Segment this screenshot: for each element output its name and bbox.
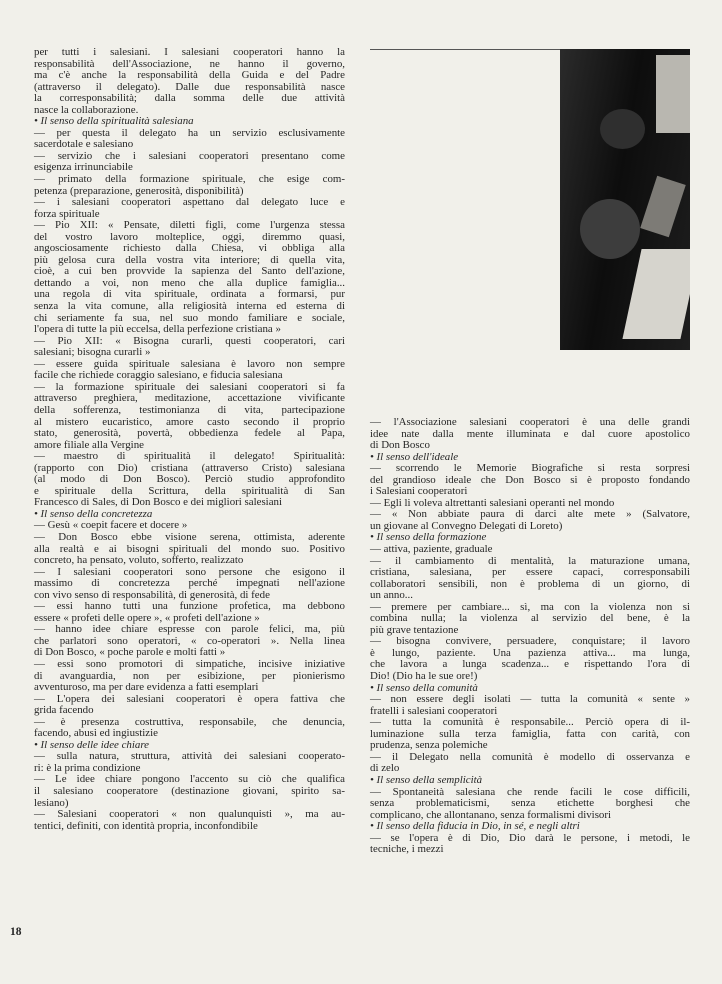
text-line: — Egli li voleva altrettanti salesiani operanti nel mondo bbox=[370, 496, 615, 509]
text-line: responsabilità dell'Associazione, ne hanno il governo, bbox=[34, 57, 345, 70]
text-line: — il Delegato nella comunità è modello di osservanza e bbox=[370, 750, 690, 763]
text-line: è lungo, paziente. Una pazienza attiva... ma lunga, bbox=[370, 646, 690, 659]
text-line: grida facendo bbox=[34, 704, 94, 717]
text-line: — servizio che i salesiani cooperatori presentano come bbox=[34, 149, 345, 162]
text-line: complicano, che allontanano, senza formalismi divisori bbox=[370, 808, 612, 821]
text-line: senza la vita comune, alla religiosità interna ed esterna di bbox=[34, 300, 345, 313]
text-line: — Le idee chiare pongono l'accento su ciò che qualifica bbox=[34, 773, 345, 786]
left-text-column bbox=[34, 47, 345, 832]
text-line: facendo, abusi ed ingiustizie bbox=[34, 727, 158, 740]
text-line: — attiva, paziente, graduale bbox=[370, 543, 493, 556]
text-line: per tutti i salesiani. I salesiani cooperatori hanno la bbox=[34, 46, 345, 58]
text-line: — scorrendo le Memorie Biografiche si resta sorpresi bbox=[370, 462, 690, 475]
text-line: un giovane al Convegno Delegati di Loreto) bbox=[370, 519, 563, 532]
text-line: — tutta la comunità è responsabile... Perciò opera di il- bbox=[370, 716, 690, 729]
text-line: alla realtà e ai bisogni spirituali del mondo suo. Positivo bbox=[34, 542, 345, 555]
text-line: lesiano) bbox=[34, 796, 69, 809]
text-line: — il cambiamento di mentalità, la maturazione umana, bbox=[370, 554, 690, 567]
text-line: idee nate dalla mente illuminata e dal cuore apostolico bbox=[370, 427, 690, 440]
text-line: della sofferenza, testimonianza di vita, partecipazione bbox=[34, 403, 345, 416]
text-line: (rapporto con Dio) cristiana (attraverso Cristo) salesiana bbox=[34, 461, 345, 474]
text-line: — I salesiani cooperatori sono persone che esigono il bbox=[34, 565, 345, 578]
text-line: e spirituale della Scrittura, della spiritualità di San bbox=[34, 484, 345, 497]
text-line: stato, generosità, povertà, obbedienza fedele al Papa, bbox=[34, 427, 345, 440]
text-line: senza problematicismi, senza etichette borghesi che bbox=[370, 797, 690, 810]
text-line: più gelosa cura della vostra vita interiore; di quella vita, bbox=[34, 253, 345, 266]
text-line: — non essere degli isolati — tutta la comunità « sente » bbox=[370, 693, 690, 706]
text-line: (al modo di Don Bosco). Perciò studio approfondito bbox=[34, 473, 345, 486]
right-text-column bbox=[370, 417, 690, 856]
text-line: — i salesiani cooperatori aspettano dal delegato luce e bbox=[34, 196, 345, 209]
text-line: un anno... bbox=[370, 589, 413, 602]
section-heading: • Il senso della comunità bbox=[370, 681, 478, 694]
text-line: — essi sono promotori di simpatiche, incisive iniziative bbox=[34, 657, 345, 670]
text-line: ma c'è anche la responsabilità della Guida e del Padre bbox=[34, 69, 345, 82]
text-line: tecniche, i mezzi bbox=[370, 843, 444, 856]
text-line: salesiani; bisogna curarli » bbox=[34, 346, 151, 359]
photograph bbox=[560, 49, 690, 350]
text-line: dettando a voi, non meno che alla duplice famiglia... bbox=[34, 276, 345, 289]
text-line: — sulla natura, struttura, attività dei salesiani cooperato- bbox=[34, 750, 345, 763]
text-line: la corresponsabilità; dalla somma delle due attività bbox=[34, 92, 345, 105]
text-line: avventuroso, ma per dare evidenza a fatti esemplari bbox=[34, 681, 259, 694]
text-line: angosciosamente richiesto dalla Chiesa, vi obbliga alla bbox=[34, 242, 345, 255]
section-heading: • Il senso dell'ideale bbox=[370, 450, 459, 463]
text-line: — L'opera dei salesiani cooperatori è opera fattiva che bbox=[34, 692, 345, 705]
text-line: ri: è la prima condizione bbox=[34, 761, 141, 774]
text-line: — la formazione spirituale dei salesiani cooperatori si fa bbox=[34, 380, 345, 393]
section-heading: • Il senso della spiritualità salesiana bbox=[34, 115, 194, 128]
text-line: una regola di vita spirituale, ordinata a formarsi, pur bbox=[34, 288, 345, 301]
text-line: prudenza, senza polemiche bbox=[370, 739, 488, 752]
section-heading: • Il senso delle idee chiare bbox=[34, 738, 150, 751]
text-line: — per questa il delegato ha un servizio esclusivamente bbox=[34, 126, 345, 139]
text-line: Dio! (Dio ha le sue ore!) bbox=[370, 670, 478, 683]
text-line: esigenza irrinunciabile bbox=[34, 161, 133, 174]
text-line: di avanguardia, non per esibizione, per pionierismo bbox=[34, 669, 345, 682]
text-line: combina nulla; la violenza al servizio del bene, è la bbox=[370, 612, 690, 625]
text-line: che parlatori sono operatori, « co-operatori ». Nella linea bbox=[34, 634, 345, 647]
text-line: il salesiano cooperatore (destinazione giovani, spirito sa- bbox=[34, 785, 345, 797]
text-line: — Gesù « coepit facere et docere » bbox=[34, 519, 188, 532]
page-number: 18 bbox=[10, 926, 22, 938]
text-line: — Pio XII: « Pensate, diletti figli, come l'urgenza stessa bbox=[34, 219, 345, 232]
text-line: — Pio XII: « Bisogna curarli, questi cooperatori, cari bbox=[34, 334, 345, 347]
text-line: — Salesiani cooperatori « non qualunquisti », ma au- bbox=[34, 808, 345, 821]
text-line: amore filiale alla Vergine bbox=[34, 438, 144, 451]
text-line: al mistero eucaristico, amore casto secondo il proprio bbox=[34, 415, 345, 428]
text-line: luminazione sulla terza famiglia, fatta con carità, con bbox=[370, 727, 690, 740]
text-line: — essi hanno tutti una funzione profetica, ma debbono bbox=[34, 600, 345, 613]
text-line: sacerdotale e salesiano bbox=[34, 138, 134, 151]
text-line: nasce la collaborazione. bbox=[34, 103, 139, 116]
text-line: attraverso preghiera, meditazione, accettazione vivificante bbox=[34, 392, 345, 405]
text-line: — Spontaneità salesiana che rende facili le cose difficili, bbox=[370, 785, 690, 798]
text-line: — è presenza costruttiva, responsabile, che denuncia, bbox=[34, 715, 345, 728]
text-line: — primato della formazione spirituale, che esige com- bbox=[34, 173, 345, 186]
text-line: più grave tentazione bbox=[370, 623, 459, 636]
text-line: del vostro lavoro molteplice, oggi, diremmo quasi, bbox=[34, 230, 345, 243]
text-line: — se l'opera è di Dio, Dio darà le persone, i metodi, le bbox=[370, 831, 690, 844]
text-line: chi seriamente fa sua, nel suo mondo familiare e sociale, bbox=[34, 311, 345, 324]
text-line: di Don Bosco bbox=[370, 439, 430, 452]
text-line: — hanno idee chiare espresse con parole felici, ma, più bbox=[34, 623, 345, 636]
text-line: del grandioso ideale che Don Bosco si è proposto fondando bbox=[370, 473, 690, 486]
text-line: — « Non abbiate paura di darci alte mete » (Salvatore, bbox=[370, 508, 690, 521]
text-line: concreto, ha pensato, voluto, sofferto, realizzato bbox=[34, 554, 244, 567]
section-heading: • Il senso della formazione bbox=[370, 531, 487, 544]
text-line: petenza (preparazione, generosità, disponibilità) bbox=[34, 184, 244, 197]
text-line: Francesco di Sales, di Don Bosco e dei migliori salesiani bbox=[34, 496, 283, 509]
text-line: che lavora a lunga scadenza... e rispettando l'ora di bbox=[370, 658, 690, 671]
text-line: massimo di concretezza perché impegnati nell'azione bbox=[34, 577, 345, 590]
text-line: i Salesiani cooperatori bbox=[370, 485, 468, 498]
text-line: — maestro di spiritualità il delegato! Spiritualità: bbox=[34, 450, 345, 463]
text-line: — l'Associazione salesiani cooperatori è una delle grandi bbox=[370, 416, 690, 428]
text-line: collaboratori sensibili, non è problema di un giorno, di bbox=[370, 577, 690, 590]
text-line: di Don Bosco, « poche parole e molti fatti » bbox=[34, 646, 226, 659]
text-line: essere « profeti delle opere », « profeti dell'azione » bbox=[34, 611, 260, 624]
text-line: cristiana, salesiana, per essere capaci, corresponsabili bbox=[370, 566, 690, 579]
text-line: fratelli i salesiani cooperatori bbox=[370, 704, 498, 717]
text-line: facile che richiede coraggio salesiano, e fiducia salesiana bbox=[34, 369, 283, 382]
section-heading: • Il senso della semplicità bbox=[370, 773, 483, 786]
text-line: — premere per cambiare... sì, ma con la violenza non si bbox=[370, 600, 690, 613]
text-line: di zelo bbox=[370, 762, 400, 775]
text-line: cioè, a cui ben provvide la sapienza del Santo dell'azione, bbox=[34, 265, 345, 278]
text-line: forza spirituale bbox=[34, 207, 100, 220]
section-heading: • Il senso della concretezza bbox=[34, 507, 153, 520]
text-line: — essere guida spirituale salesiana è lavoro non sempre bbox=[34, 357, 345, 370]
text-line: — Don Bosco ebbe visione serena, ottimista, aderente bbox=[34, 530, 345, 543]
text-line: — bisogna convivere, persuadere, conquistare; il lavoro bbox=[370, 635, 690, 648]
text-line: (attraverso il delegato). Dalle due responsabilità nasce bbox=[34, 80, 345, 93]
text-line: con vivo senso di responsabilità, di generosità, di fede bbox=[34, 588, 270, 601]
section-heading: • Il senso della fiducia in Dio, in sé, e negli altri bbox=[370, 820, 580, 833]
text-line: l'opera di tutte la più eccelsa, della perfezione cristiana » bbox=[34, 323, 281, 336]
text-line: tentici, definiti, con identità propria, inconfondibile bbox=[34, 819, 258, 832]
